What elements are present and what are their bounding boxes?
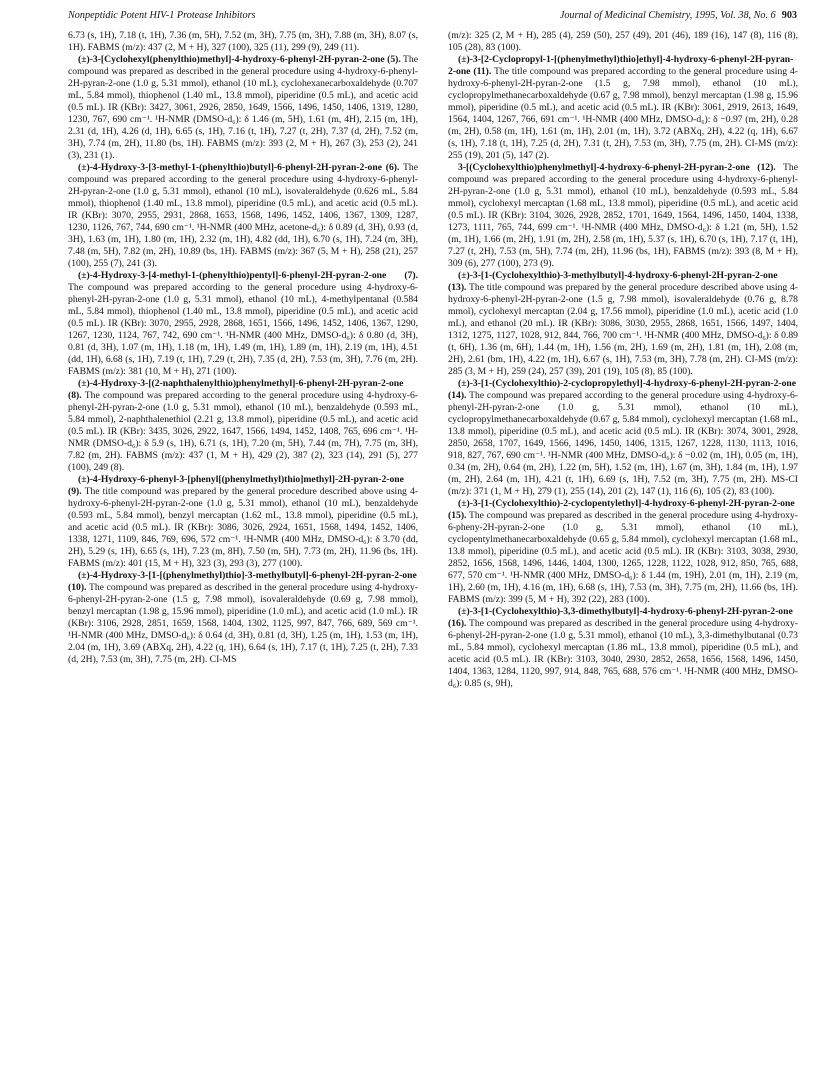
compound-body: The compound was prepared according to the general procedure using 4-hydroxy-6-phenyl-2H-pyran-2-one (1.0 g, 5.31 mmol), ethanol (10 mL), benzaldehyde (0.593 mL, 5.84 mmol), 2-naphthalenethiol (2.21 g, 13.8 mmol), piperidine (0.5 mL), and acetic acid (0.5 mL). IR (KBr): 3435, 3026, 2922, 1647, 1566, 1494, 1452, 1408, 765, 696 cm⁻¹. ¹H-NMR (DMSO-d₆): δ 5.9 (s, 1H), 6.71 (s, 1H), 7.20 (m, 5H), 7.44 (m, 7H), 7.75 (m, 3H), 7.82 (m, 2H). FABMS (m/z): 437 (1, M + H), 429 (2), 387 (2), 323 (14), 291 (5), 277 (100), 249 (8). <box>68 390 418 473</box>
compound-body: The title compound was prepared by the general procedure described above using 4-hydroxy-6-phenyl-2H-pyran-2-one (1.5 g, 7.98 mmol), isovaleraldehyde (0.76 g, 8.78 mmol), cyclohexyl mercaptan (2.04 g, 17.56 mmol), piperidine (1.0 mL), acetic acid (1.0 mL), and ethanol (20 mL). IR (KBr): 3086, 3030, 2955, 2868, 1651, 1566, 1497, 1404, 1312, 1275, 1127, 1028, 912, 844, 766, 700 cm⁻¹. ¹H-NMR (400 MHz, DMSO-d₆): δ 0.89 (t, 6H), 1.36 (m, 6H), 1.44 (m, 1H), 1.56 (m, 2H), 1.69 (m, 2H), 1.81 (m, 1H), 2.08 (m, 2H), 2.61 (bm, 1H), 4.22 (m, 1H), 6.67 (s, 1H), 7.53 (m, 3H), 7.78 (m, 2H). CI-MS (m/z): 285 (3, M + H), 259 (24), 257 (39), 201 (19), 105 (8), 85 (100). <box>448 282 798 377</box>
journal-citation: Journal of Medicinal Chemistry, 1995, Vol. 38, No. 6 <box>559 10 776 21</box>
compound-body: The compound was prepared according to the general procedure using 4-hydroxy-6-phenyl-2H-pyran-2-one (1.0 g, 5.31 mmol), ethanol (10 mL), benzaldehyde (0.593 mL, 5.84 mmol), cyclohexyl mercaptan (1.68 mL, 13.8 mmol), piperidine (0.5 mL), and acetic acid (0.5 mL). IR (KBr): 3104, 3026, 2928, 2852, 1701, 1649, 1564, 1496, 1450, 1404, 1338, 1273, 1111, 765, 744, 699 cm⁻¹. ¹H-NMR (400 MHz, DMSO-d₆): δ 1.21 (m, 5H), 1.52 (m, 1H), 1.66 (m, 2H), 1.91 (m, 2H), 2.58 (m, 1H), 5.37 (s, 1H), 6.70 (s, 1H), 7.17 (t, 1H), 7.27 (t, 2H), 7.53 (m, 5H), 7.74 (m, 2H), 11.96 (bs, 1H), FABMS (m/z): 393 (8, M + H), 309 (6), 277 (100), 273 (9). <box>448 162 799 269</box>
compound-entry-5 <box>68 54 418 162</box>
compound-body: The compound was prepared according to the general procedure using 4-hydroxy-6-phenyl-2H-pyran-2-one (1.0 g, 5.31 mmol), ethanol (10 mL), cyclopropylmethanecarboxaldehyde (0.67 g, 5.84 mmol), cyclohexyl mercaptan (1.68 mL, 13.8 mmol), piperidine (0.5 mL), and acetic acid (0.5 mL). IR (KBr): 3074, 3001, 2928, 2850, 2658, 1707, 1649, 1566, 1496, 1450, 1406, 1315, 1267, 1228, 1130, 1113, 1016, 918, 827, 767, 690 cm⁻¹. ¹H-NMR (400 MHz, DMSO-d₆): δ −0.02 (m, 1H), 0.05 (m, 1H), 0.34 (m, 2H), 0.64 (m, 2H), 1.22 (m, 5H), 1.52 (m, 1H), 1.67 (m, 3H), 1.84 (m, 1H), 1.97 (m, 2H), 2.64 (m, 1H), 4.21 (t, 1H), 6.69 (s, 1H), 7.52 (m, 3H), 7.75 (m, 2H). MS-CI (m/z): 371 (1, M + H), 279 (1), 255 (14), 201 (2), 147 (1), 116 (6), 105 (2), 83 (100). <box>448 390 798 497</box>
compound-entry-15 <box>448 498 798 606</box>
compound-title: (±)-3-[Cyclohexyl(phenylthio)methyl]-4-hydroxy-6-phenyl-2H-pyran-2-one (5). <box>78 54 401 65</box>
compound-entry-13 <box>448 270 798 378</box>
compound-entry-16 <box>448 606 798 690</box>
compound-entry-6 <box>68 162 418 270</box>
compound-entry-12 <box>448 162 798 270</box>
compound-body: The compound was prepared as described in the general procedure using 4-hydroxy-6-pheny-2H-pyran-2-one (1.0 g, 5.31 mmol), ethanol (10 mL), cyclopentylmethanecarboxaldehyde (0.65 g, 5.84 mmol), cyclohexyl mercaptan (1.68 mL, 13.8 mmol), piperidine (0.5 mL), and acetic acid (0.5 mL). IR (KBr): 3103, 3038, 2930, 2852, 1656, 1568, 1496, 1446, 1404, 1300, 1265, 1228, 1122, 1028, 912, 850, 765, 688, 677, 570 cm⁻¹. ¹H-NMR (400 MHz, DMSO-d₆): δ 1.44 (m, 19H), 2.01 (m, 1H), 2.19 (m, 1H), 2.60 (m, 1H), 4.16 (m, 1H), 6.68 (s, 1H), 7.53 (m, 3H), 7.75 (m, 2H), 11.66 (bs, 1H). FABMS (m/z): 399 (5, M + H), 392 (22), 283 (100). <box>448 510 798 605</box>
compound-title: (±)-4-Hydroxy-3-[3-methyl-1-(phenylthio)butyl]-6-phenyl-2H-pyran-2-one (6). <box>78 162 400 173</box>
compound-body: The title compound was prepared by the general procedure described above using 4-hydroxy-6-phenyl-2H-pyran-2-one (1.0 g, 5.31 mmol), ethanol (10 mL), benzaldehyde (0.593 mL, 5.84 mmol), benzyl mercaptan (1.62 mL, 13.8 mmol), piperidine (0.5 mL), and acetic acid (0.5 mL). IR (KBr): 3086, 3026, 2924, 1651, 1568, 1494, 1452, 1406, 1338, 1271, 1109, 846, 769, 696, 572 cm⁻¹. ¹H-NMR (400 MHz, DMSO-d₆): δ 3.70 (dd, 2H), 5.29 (s, 1H), 6.65 (s, 1H), 7.23 (m, 8H), 7.50 (m, 5H), 7.73 (m, 2H), 11.96 (bs, 1H). FABMS (m/z): 401 (15, M + H), 323 (3), 293 (3), 277 (100). <box>68 486 418 569</box>
continuation-text: (m/z): 325 (2, M + H), 285 (4), 259 (50), 257 (49), 201 (46), 189 (16), 147 (8), 116 (8), 105 (28), 83 (100). <box>448 30 798 53</box>
compound-title: (±)-4-Hydroxy-3-[(2-naphthalenylthio)phenylmethyl]-6-phenyl-2H-pyran-2-one (8). <box>68 378 404 401</box>
compound-title: (±)-3-[2-Cyclopropyl-1-[(phenylmethyl)thio]ethyl]-4-hydroxy-6-phenyl-2H-pyran-2-one (11). <box>448 54 794 77</box>
compound-body: The compound was prepared according to the general procedure using 4-hydroxy-6-phenyl-2H-pyran-2-one (1.0 g, 5.31 mmol), ethanol (10 mL), isovaleraldehyde (0.626 mL, 5.84 mmol), thiophenol (1.40 mL, 13.8 mmol), piperidine (0.5 mL), and acetic acid (0.5 mL). IR (KBr): 3070, 2955, 2931, 2868, 1653, 1568, 1496, 1452, 1406, 1367, 1309, 1287, 1230, 1126, 767, 744, 690 cm⁻¹. ¹H-NMR (400 MHz, acetone-d₆): δ 0.89 (d, 3H), 0.93 (d, 3H), 1.63 (m, 1H), 1.80 (m, 1H), 2.32 (m, 1H), 4.82 (dd, 1H), 6.70 (s, 1H), 7.24 (m, 3H), 7.48 (m, 5H), 7.82 (m, 2H), 10.89 (bs, 1H). FABMS (m/z): 367 (5, M + H), 258 (21), 257 (100), 255 (7), 241 (3). <box>68 162 419 269</box>
running-head <box>68 8 797 24</box>
compound-entry-9 <box>68 474 418 570</box>
compound-title: 3-[(Cyclohexylthio)phenylmethyl]-4-hydroxy-6-phenyl-2H-pyran-2-one (12). <box>458 162 776 173</box>
compound-entry-7 <box>68 270 418 378</box>
compound-title: (±)-3-[1-(Cyclohexylthio)-2-cyclopentylethyl]-4-hydroxy-6-phenyl-2H-pyran-2-one (15). <box>448 498 795 521</box>
compound-body: The title compound was prepared according to the general procedure using 4-hydroxy-6-phenyl-2H-pyran-2-one (1.5 g, 7.98 mmol), ethanol (10 mL), cyclopropylmethanecarboxaldehyde (0.67 g, 7.98 mmol), benzyl mercaptan (1.98 g, 15.96 mmol), piperidine (0.5 mL), and acetic acid (0.5 mL). IR (KBr): 3061, 2919, 2613, 1649, 1564, 1404, 1267, 766, 691 cm⁻¹. ¹H-NMR (400 MHz, DMSO-d₆): δ −0.97 (m, 2H), 0.28 (m, 2H), 0.58 (m, 1H), 1.61 (m, 1H), 2.01 (m, 1H), 3.72 (ABXq, 2H), 4.22 (q, 1H), 6.67 (s, 1H), 7.18 (t, 1H), 7.25 (d, 2H), 7.31 (t, 2H), 7.53 (m, 3H), 7.75 (m, 2H). CI-MS (m/z): 255 (19), 201 (5), 147 (2). <box>448 66 799 161</box>
compound-entry-8 <box>68 378 418 474</box>
compound-title: (±)-4-Hydroxy-3-[1-[(phenylmethyl)thio]-3-methylbutyl]-6-phenyl-2H-pyran-2-one (10). <box>68 570 417 593</box>
compound-title: (±)-3-[1-(Cyclohexylthio)-3,3-dimethylbutyl]-4-hydroxy-6-phenyl-2H-pyran-2-one (16). <box>448 606 793 629</box>
running-head-journal <box>560 8 797 24</box>
compound-body: The compound was prepared as described in the general procedure using 4-hydroxy-6-phenyl-2H-pyran-2-one (1.0 g, 5.31 mmol), ethanol (10 mL), 3,3-dimethylbutanal (0.73 mL, 5.84 mmol), cyclohexyl mercaptan (1.86 mL, 13.8 mmol), piperidine (0.5 mL), and acetic acid (0.5 mL). IR (KBr): 3103, 3040, 2930, 2852, 2658, 1656, 1568, 1496, 1450, 1404, 1363, 1284, 1120, 997, 914, 848, 765, 688, 576 cm⁻¹. ¹H-NMR (400 MHz, DMSO-d₆): 0.85 (s, 9H), <box>448 618 798 689</box>
compound-entry-11 <box>448 54 798 162</box>
compound-entry-10 <box>68 570 418 666</box>
compound-title: (±)-4-Hydroxy-3-[4-methyl-1-(phenylthio)pentyl]-6-phenyl-2H-pyran-2-one (7). <box>78 270 418 281</box>
compound-body: The compound was prepared according to the general procedure using 4-hydroxy-6-phenyl-2H-pyran-2-one (1.0 g, 5.31 mmol), ethanol (10 mL), 4-methylpentanal (0.584 mL, 5.84 mmol), thiophenol (1.40 mL, 13.8 mmol), piperidine (0.5 mL), and acetic acid (0.5 mL). IR (KBr): 3070, 2955, 2928, 2868, 1651, 1566, 1496, 1452, 1406, 1367, 1290, 1267, 1230, 1124, 767, 742, 690 cm⁻¹. ¹H-NMR (400 MHz, DMSO-d₆): δ 0.80 (d, 3H), 0.81 (d, 3H), 1.07 (m, 1H), 1.18 (m, 1H), 1.49 (m, 1H), 1.89 (m, 1H), 2.19 (m, 1H), 4.51 (dd, 1H), 6.68 (s, 1H), 7.19 (t, 1H), 7.29 (t, 2H), 7.35 (d, 2H), 7.53 (m, 3H), 7.76 (m, 2H). FABMS (m/z): 381 (10, M + H), 271 (100). <box>68 282 418 377</box>
continuation-text: 6.73 (s, 1H), 7.18 (t, 1H), 7.36 (m, 5H), 7.52 (m, 3H), 7.75 (m, 3H), 7.88 (m, 3H), 8.07 (s, 1H). FABMS (m/z): 437 (2, M + H), 327 (100), 325 (11), 299 (9), 249 (11). <box>68 30 418 53</box>
left-column <box>68 30 418 666</box>
compound-title: (±)-4-Hydroxy-6-phenyl-3-[phenyl[(phenylmethyl)thio]methyl]-2H-pyran-2-one (9). <box>68 474 404 497</box>
compound-title: (±)-3-[1-(Cyclohexylthio)-3-methylbutyl]-4-hydroxy-6-phenyl-2H-pyran-2-one (13). <box>448 270 778 293</box>
compound-title: (±)-3-[1-(Cyclohexylthio)-2-cyclopropylethyl]-4-hydroxy-6-phenyl-2H-pyran-2-one (14). <box>448 378 797 401</box>
compound-entry-14 <box>448 378 798 498</box>
right-column <box>448 30 798 690</box>
compound-body: The compound was prepared as described in the general procedure using 4-hydroxy-6-phenyl-2H-pyran-2-one (1.5 g, 7.98 mmol), isovaleraldehyde (0.69 g, 7.98 mmol), benzyl mercaptan (1.98 g, 15.96 mmol), piperidine (1.0 mL), and acetic acid (1.0 mL). IR (KBr): 3106, 2928, 2851, 1659, 1568, 1404, 1302, 1125, 997, 847, 766, 689, 569 cm⁻¹. ¹H-NMR (400 MHz, DMSO-d₆): δ 0.64 (d, 3H), 0.81 (d, 3H), 1.25 (m, 1H), 1.53 (m, 1H), 2.04 (m, 1H), 3.69 (ABXq, 2H), 4.22 (q, 1H), 6.64 (s, 1H), 7.17 (t, 1H), 7.25 (t, 2H), 7.33 (d, 2H), 7.53 (m, 3H), 7.75 (m, 2H). CI-MS <box>68 582 418 665</box>
compound-body: The compound was prepared as described in the general procedure using 4-hydroxy-6-phenyl-2H-pyran-2-one (1.0 g, 5.31 mmol), ethanol (10 mL), cyclohexanecarboxaldehyde (0.707 mL, 5.84 mmol), thiophenol (1.40 mL, 13.8 mmol), piperidine (0.5 mL), and acetic acid (0.5 mL). IR (KBr): 3427, 3061, 2926, 2850, 1649, 1566, 1496, 1450, 1406, 1319, 1280, 1230, 767, 690 cm⁻¹. ¹H-NMR (DMSO-d₆): δ 1.46 (m, 5H), 1.61 (m, 4H), 2.15 (m, 1H), 2.31 (d, 1H), 4.26 (d, 1H), 6.65 (s, 1H), 7.16 (t, 1H), 7.27 (t, 2H), 7.37 (d, 2H), 7.52 (m, 3H), 7.74 (m, 2H), 11.80 (bs, 1H). FABMS (m/z): 393 (2, M + H), 267 (3), 253 (2), 241 (3), 231 (1). <box>68 54 418 161</box>
page-number: 903 <box>781 10 797 21</box>
running-head-title: Nonpeptidic Potent HIV-1 Protease Inhibitors <box>68 10 256 21</box>
